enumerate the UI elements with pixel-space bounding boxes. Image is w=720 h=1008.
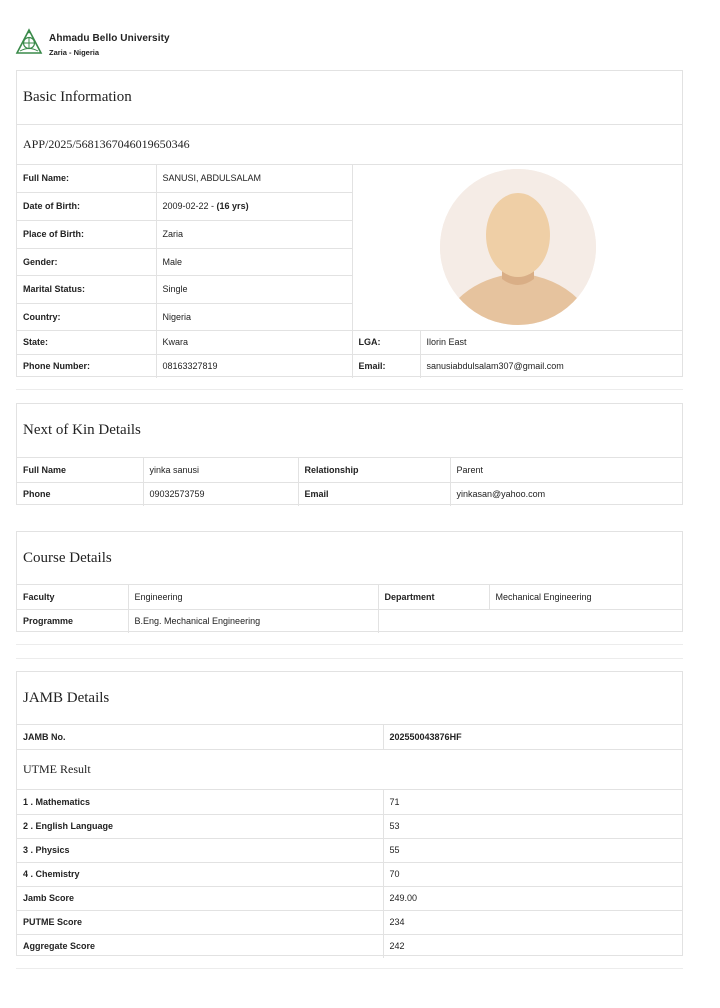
gender-label: Gender:: [17, 248, 156, 275]
photo-cell: [352, 165, 682, 330]
next-of-kin-table: [17, 458, 682, 506]
email-label: Email:: [352, 354, 420, 378]
subject-label: 3 . Physics: [17, 838, 383, 862]
basic-info-title: Basic Information: [17, 71, 682, 125]
kin-relationship-label: Relationship: [298, 458, 450, 482]
university-crest-icon: [15, 28, 43, 56]
jamb-number-table: [17, 725, 682, 749]
dob-label: Date of Birth:: [17, 192, 156, 220]
kin-email-value: yinkasan@yahoo.com: [450, 482, 682, 506]
phone-label: Phone Number:: [17, 354, 156, 378]
page-header: [15, 28, 415, 60]
utme-result-title: UTME Result: [17, 749, 682, 790]
subject-label: 4 . Chemistry: [17, 862, 383, 886]
application-number: APP/2025/5681367046019650346: [17, 125, 682, 165]
subject-score: 71: [383, 790, 682, 814]
pob-label: Place of Birth:: [17, 220, 156, 248]
programme-value: B.Eng. Mechanical Engineering: [128, 609, 378, 633]
kin-relationship-value: Parent: [450, 458, 682, 482]
faculty-label: Faculty: [17, 585, 128, 609]
subject-score: 70: [383, 862, 682, 886]
kin-email-label: Email: [298, 482, 450, 506]
course-details-title: Course Details: [17, 532, 682, 585]
kin-name-label: Full Name: [17, 458, 143, 482]
subject-score: 55: [383, 838, 682, 862]
pob-value: Zaria: [156, 220, 352, 248]
jamb-number-label: JAMB No.: [17, 725, 383, 749]
subject-label: 1 . Mathematics: [17, 790, 383, 814]
utme-result-table: [17, 790, 682, 958]
jamb-number-value: 202550043876HF: [383, 725, 682, 749]
jamb-score-label: Jamb Score: [17, 886, 383, 910]
email-value: sanusiabdulsalam307@gmail.com: [420, 354, 682, 378]
university-name: Ahmadu Bello University: [49, 33, 170, 44]
kin-phone-value: 09032573759: [143, 482, 298, 506]
gender-value: Male: [156, 248, 352, 275]
section-divider: [16, 389, 683, 390]
subject-score: 53: [383, 814, 682, 838]
country-value: Nigeria: [156, 303, 352, 330]
section-divider: [16, 644, 683, 645]
next-of-kin-title: Next of Kin Details: [17, 404, 682, 458]
lga-value: Ilorin East: [420, 330, 682, 354]
jamb-score-value: 249.00: [383, 886, 682, 910]
dob-value: 2009-02-22 - (16 yrs): [156, 192, 352, 220]
user-avatar-icon: [440, 169, 596, 325]
state-value: Kwara: [156, 330, 352, 354]
jamb-details-card: [16, 671, 683, 956]
department-value: Mechanical Engineering: [489, 585, 682, 609]
basic-info-table: [17, 165, 682, 378]
aggregate-score-value: 242: [383, 934, 682, 958]
aggregate-score-label: Aggregate Score: [17, 934, 383, 958]
putme-score-value: 234: [383, 910, 682, 934]
university-location: Zaria - Nigeria: [49, 48, 100, 57]
phone-value: 08163327819: [156, 354, 352, 378]
basic-info-card: [16, 70, 683, 377]
empty-cell: [378, 609, 682, 633]
putme-score-label: PUTME Score: [17, 910, 383, 934]
marital-status-value: Single: [156, 275, 352, 303]
subject-label: 2 . English Language: [17, 814, 383, 838]
state-label: State:: [17, 330, 156, 354]
section-divider: [16, 658, 683, 659]
jamb-details-title: JAMB Details: [17, 672, 682, 725]
course-details-card: [16, 531, 683, 632]
department-label: Department: [378, 585, 489, 609]
country-label: Country:: [17, 303, 156, 330]
section-divider: [16, 968, 683, 969]
lga-label: LGA:: [352, 330, 420, 354]
next-of-kin-card: [16, 403, 683, 505]
full-name-label: Full Name:: [17, 165, 156, 192]
course-details-table: [17, 585, 682, 633]
programme-label: Programme: [17, 609, 128, 633]
kin-phone-label: Phone: [17, 482, 143, 506]
full-name-value: SANUSI, ABDULSALAM: [156, 165, 352, 192]
faculty-value: Engineering: [128, 585, 378, 609]
marital-status-label: Marital Status:: [17, 275, 156, 303]
kin-name-value: yinka sanusi: [143, 458, 298, 482]
